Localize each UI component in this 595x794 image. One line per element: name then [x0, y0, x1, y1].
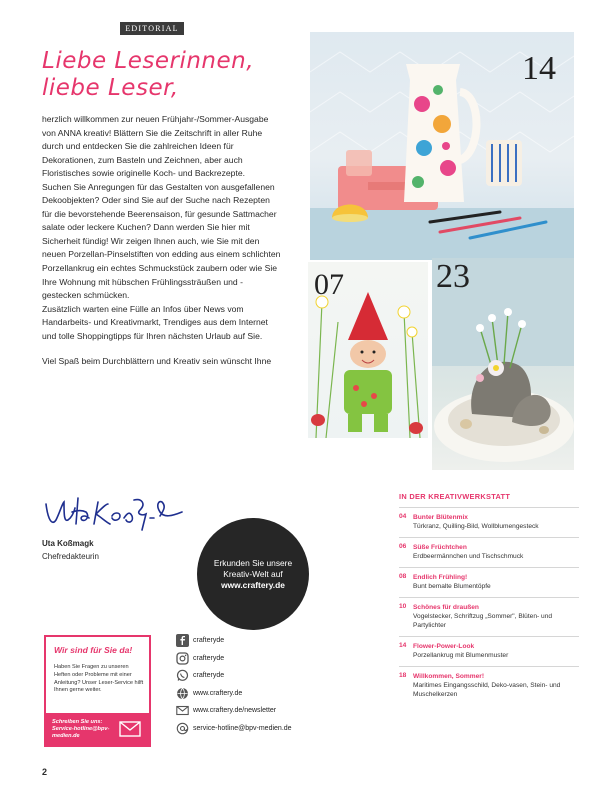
- reader-service-box: [44, 635, 151, 747]
- toc-title: Willkommen, Sommer!: [413, 673, 485, 680]
- facebook-icon: [176, 634, 189, 647]
- service-title: Wir sind für Sie da!: [54, 645, 133, 655]
- toc-description: Vogelstecker, Schriftzug „Sommer", Blüten- und Partylichter: [413, 613, 553, 629]
- editorial-text: [42, 113, 282, 369]
- whatsapp-icon: [176, 669, 189, 682]
- intro-paragraph: herzlich willkommen zur neuen Frühjahr-/Sommer-Ausgabe von ANNA kreativ! Blättern Sie die Zeitschrift in aller Ruhe durch und entdecken Sie die zahlreichen Ideen für Dekorationen, zum Basteln und Zeichnen, aber auch Floristisches sowie originelle Koch- und Backrezepte.: [42, 114, 269, 179]
- globe-icon: [176, 687, 189, 700]
- envelope-icon: [119, 721, 141, 737]
- service-contact-line-1: Schreiben Sie uns:: [52, 719, 103, 725]
- promo-line-1: Erkunden Sie unsere: [213, 557, 293, 568]
- toc-entry[interactable]: [399, 537, 579, 567]
- closing-line: Viel Spaß beim Durchblättern und Kreativ sein wünscht Ihne: [42, 356, 272, 367]
- instagram-icon: [176, 652, 189, 665]
- photo-gnome[interactable]: [308, 262, 428, 438]
- promo-line-2: Kreativ-Welt auf: [223, 568, 283, 579]
- page-ref-number: 14: [522, 50, 556, 87]
- toc-page-number: 14: [399, 642, 407, 649]
- service-contact-email[interactable]: Service-hotline@bpv-medien.de: [52, 726, 110, 740]
- toc-description: Türkranz, Quilling-Bild, Wollblumengesteck: [413, 523, 539, 530]
- service-contact-text: [52, 719, 114, 741]
- service-contact-bar[interactable]: [46, 713, 149, 745]
- social-link-facebook[interactable]: [176, 633, 336, 648]
- craftery-promo-circle[interactable]: [197, 518, 309, 630]
- toc-title: Schönes für draußen: [413, 604, 479, 611]
- social-links: [176, 633, 336, 738]
- social-label: crafteryde: [193, 672, 225, 679]
- at-icon: [176, 722, 189, 735]
- toc-description: Porzellankrug mit Blumenmuster: [413, 652, 509, 659]
- toc-page-number: 04: [399, 513, 407, 520]
- greeting-line-2: liebe Leser,: [42, 75, 179, 101]
- greeting-line-1: Liebe Leserinnen,: [42, 48, 255, 74]
- photo-porcelain-jug[interactable]: [310, 32, 574, 260]
- intro-paragraph: Suchen Sie Anregungen für das Gestalten von ausgefallenen Dekoobjekten? Oder sind Sie auf der Suche nach Rezepten für die bevorstehende Beerensaison, für gesunde Sattmacher salate oder leckere Kuchen? Dann werden Sie hier mit Sicherheit fündig! Wir zeigen Ihnen auch, wie Sie mit den neuen Porzellan-Pinselstiften von edding aus einem schlichten Porzellankrug ein echtes Schmuckstück zaubern oder wie Sie Ihre Wohnung mit hübschen Frühlingssträußen und -gestecken schmücken.: [42, 181, 281, 301]
- toc-title: Endlich Frühling!: [413, 574, 468, 581]
- toc-entry[interactable]: [399, 567, 579, 597]
- page-ref-number: 23: [436, 258, 470, 295]
- toc-title: Flower-Power-Look: [413, 643, 475, 650]
- toc-page-number: 08: [399, 573, 407, 580]
- greeting-heading: [42, 48, 302, 102]
- editor-name: Uta Koßmagk: [42, 539, 94, 548]
- page-ref-number: 07: [314, 268, 344, 301]
- intro-paragraph: Zusätzlich warten eine Fülle an Infos über News vom Handarbeits- und Kreativmarkt, Trendiges aus dem Internet und tolle Shoppingtipps für Ihren nächsten Urlaub auf Sie.: [42, 303, 268, 341]
- social-label: www.craftery.de: [193, 689, 243, 697]
- social-link-email[interactable]: [176, 721, 336, 736]
- service-text: Haben Sie Fragen zu unseren Heften oder Probleme mit einer Anleitung? Unser Leser-Service hilft Ihnen gerne weiter.: [54, 664, 144, 694]
- toc-description: Bunt bemalte Blumentöpfe: [413, 583, 491, 590]
- toc-description: Maritimes Eingangsschild, Deko-vasen, Stein- und Muschelkerzen: [413, 682, 561, 698]
- social-label: crafteryde: [193, 637, 225, 644]
- toc-title: Bunter Blütenmix: [413, 514, 468, 521]
- social-label: service-hotline@bpv-medien.de: [193, 724, 292, 732]
- toc-entry[interactable]: [399, 636, 579, 666]
- section-tag: EDITORIAL: [120, 22, 184, 35]
- toc-entry[interactable]: [399, 666, 579, 705]
- social-link-website[interactable]: [176, 686, 336, 701]
- photo-spring-planter[interactable]: [432, 258, 574, 470]
- toc-entry[interactable]: [399, 507, 579, 537]
- toc-page-number: 06: [399, 543, 407, 550]
- toc-title: Süße Früchtchen: [413, 544, 467, 551]
- envelope-icon: [176, 704, 189, 717]
- editor-role: Chefredakteurin: [42, 552, 99, 561]
- social-link-whatsapp[interactable]: [176, 668, 336, 683]
- social-label: crafteryde: [193, 654, 225, 662]
- table-of-contents: [399, 492, 579, 705]
- social-label: www.craftery.de/newsletter: [193, 707, 277, 714]
- social-link-newsletter[interactable]: [176, 703, 336, 718]
- promo-url[interactable]: www.craftery.de: [221, 579, 285, 590]
- social-link-instagram[interactable]: [176, 651, 336, 666]
- toc-entry[interactable]: [399, 597, 579, 636]
- toc-page-number: 18: [399, 672, 407, 679]
- handwritten-signature: [42, 490, 192, 534]
- toc-heading: IN DER KREATIVWERKSTATT: [399, 492, 511, 501]
- toc-page-number: 10: [399, 603, 407, 610]
- toc-description: Erdbeermännchen und Tischschmuck: [413, 553, 524, 560]
- page-number: 2: [42, 767, 48, 777]
